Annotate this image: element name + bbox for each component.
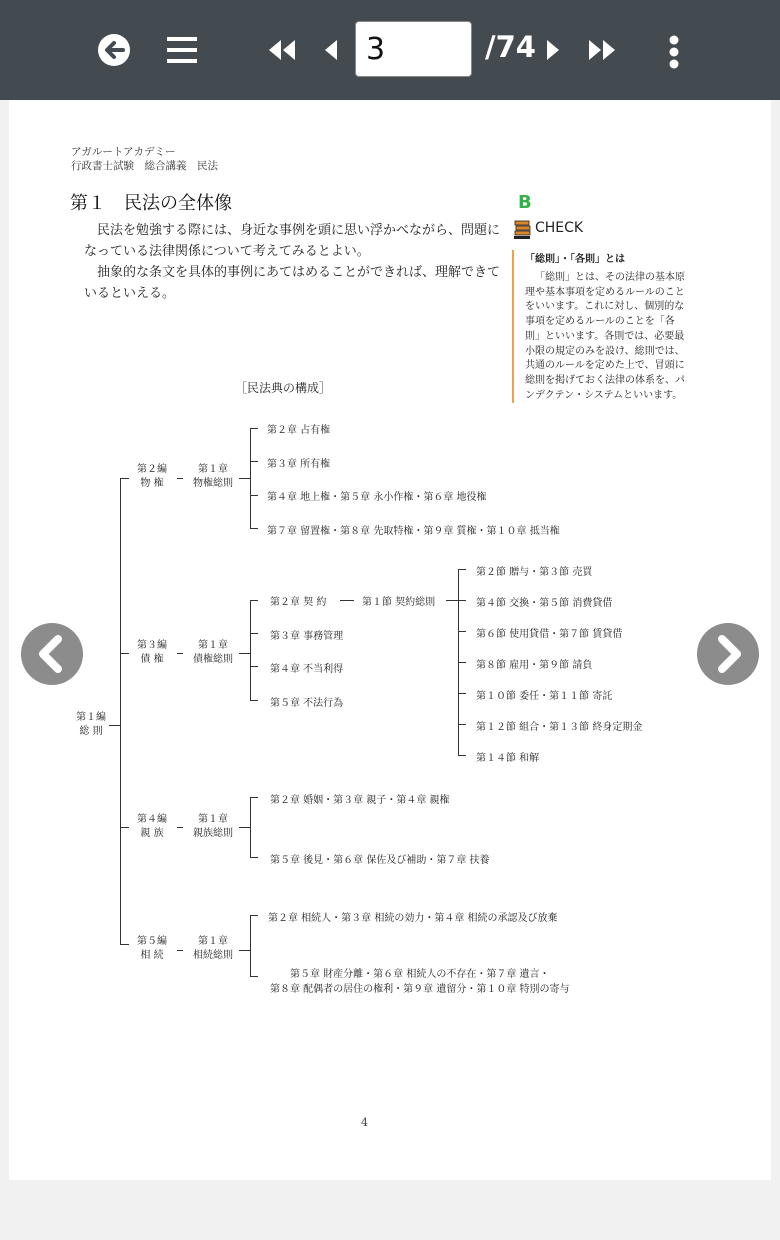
previous-page-arrow[interactable]: [21, 623, 83, 685]
general-chapter-node: 第１章 物権総則: [193, 464, 233, 489]
book-node: 第３編 債 権: [137, 640, 167, 665]
intro-paragraph: 抽象的な条文を具体的事例にあてはめることができれば、理解できているといえる。: [84, 265, 501, 301]
section-node: 第１４節 和解: [476, 753, 540, 764]
section-node: 第１０節 委任・第１１節 寄託: [476, 691, 613, 702]
chapter-node: 第３章 所有権: [267, 459, 331, 470]
general-chapter-node: 第１章 親族総則: [193, 814, 233, 839]
chapter-node: 第８章 配偶者の居住の権利・第９章 遺留分・第１０章 特別の寄与: [270, 984, 570, 995]
intro-paragraph: 民法を勉強する際には、身近な事例を頭に思い浮かべながら、問題になっている法律関係について考えてみるとよい。: [84, 223, 501, 259]
sidebar-body: 「総則」とは、その法律の基本原理や基本事項を定めるルールのことをいいます。これに対し、個別的な事項を定めるルールのことを「各則」といいます。各則では、必要最小限の規定のみを設け、総則では、共通のルールを定めた上で、冒頭に総則を掲げておく法律の体系を、パンデクテン・システムといいます。: [525, 272, 685, 401]
chevron-right-icon: [697, 623, 759, 685]
chapter-node: 第５章 後見・第６章 保佐及び補助・第７章 扶養: [270, 855, 490, 866]
document-page: [9, 100, 771, 1180]
menu-icon[interactable]: [167, 36, 197, 64]
diagram-title: ［民法典の構成］: [235, 381, 332, 395]
section-node: 第４節 交換・第５節 消費貸借: [476, 598, 613, 609]
chapter-node: 第５章 不法行為: [270, 698, 344, 709]
chevron-left-icon: [21, 623, 83, 685]
back-arrow-icon[interactable]: [97, 33, 131, 67]
general-chapter-node: 第１章 相続総則: [193, 936, 233, 961]
page-number-input[interactable]: [355, 21, 472, 77]
chapter-node: 第４章 地上権・第５章 永小作権・第６章 地役権: [267, 492, 487, 503]
chapter-node: 第５章 財産分離・第６章 相続人の不存在・第７章 遺言・: [290, 969, 550, 980]
more-vertical-icon[interactable]: [667, 35, 681, 69]
intro-text: [84, 220, 504, 304]
section-node: 第８節 雇用・第９節 請負: [476, 660, 593, 671]
general-chapter-node: 第１章 債権総則: [193, 640, 233, 665]
first-page-icon[interactable]: [269, 40, 295, 60]
section-node: 第１２節 組合・第１３節 終身定期金: [476, 722, 643, 733]
page-total: /74: [485, 30, 536, 64]
check-label: CHECK: [535, 220, 584, 236]
check-sidebar: [512, 250, 685, 403]
next-page-icon[interactable]: [547, 40, 559, 60]
chapter-node: 第３章 事務管理: [270, 631, 344, 642]
header-publisher: アガルートアカデミー: [71, 146, 176, 158]
contract-general-node: 第１節 契約総則: [362, 597, 436, 608]
rank-badge: B: [518, 192, 532, 213]
sidebar-title: 「総則」・「各則」とは: [525, 254, 625, 265]
root-node: 第１編 総 則: [76, 712, 106, 737]
page-number: 4: [361, 1116, 368, 1129]
last-page-icon[interactable]: [589, 40, 615, 60]
chapter-node: 第２章 契 約: [270, 597, 327, 608]
previous-page-icon[interactable]: [325, 40, 337, 60]
book-stack-icon: [514, 219, 532, 239]
chapter-node: 第４章 不当利得: [270, 664, 344, 675]
book-node: 第４編 親 族: [137, 814, 167, 839]
chapter-node: 第２章 婚姻・第３章 親子・第４章 親権: [270, 795, 450, 806]
header-course: 行政書士試験 総合講義 民法: [71, 160, 218, 172]
book-node: 第２編 物 権: [137, 464, 167, 489]
section-node: 第６節 使用貸借・第７節 賃貸借: [476, 629, 623, 640]
chapter-node: 第２章 相続人・第３章 相続の効力・第４章 相続の承認及び放棄: [268, 913, 558, 924]
chapter-node: 第２章 占有権: [267, 425, 331, 436]
viewer-toolbar: [0, 0, 780, 100]
book-node: 第５編 相 続: [137, 936, 167, 961]
chapter-node: 第７章 留置権・第８章 先取特権・第９章 質権・第１０章 抵当権: [267, 526, 560, 537]
section-node: 第２節 贈与・第３節 売買: [476, 567, 593, 578]
section-title: 第１ 民法の全体像: [70, 193, 232, 214]
next-page-arrow[interactable]: [697, 623, 759, 685]
